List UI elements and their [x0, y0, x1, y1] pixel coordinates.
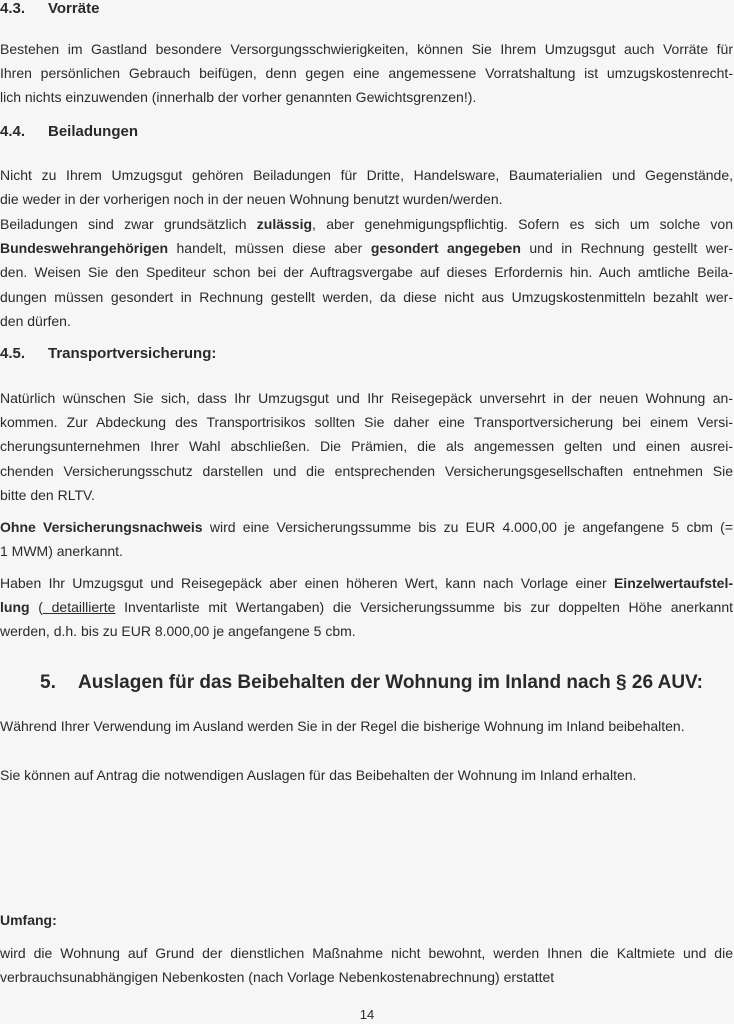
text-line: kommen. Zur Abdeckung des Transportrisikos sollten Sie daher eine Transportversicherung bei einem Versi-: [0, 414, 733, 431]
bold-text: Bundeswehrangehörigen: [0, 240, 169, 257]
section-heading-4-3: [0, 0, 99, 18]
bold-text: gesondert angegeben: [370, 240, 521, 257]
paragraph-hoeherer-wert: [0, 571, 733, 644]
text-line: die weder in der vorherigen noch in der neuen Wohnung benutzt wurden/werden.: [0, 191, 503, 208]
chapter-title: Auslagen für das Beibehalten der Wohnung im Inland nach § 26 AUV:: [78, 672, 703, 693]
section-number: 4.4.: [0, 123, 26, 140]
paragraph-vorraete: [0, 37, 733, 110]
bold-text: lung: [0, 599, 30, 616]
bold-text: Einzelwertaufstel-: [613, 575, 733, 591]
text-line: dungen müssen gesondert in Rechnung gestellt werden, da diese nicht aus Umzugskostenmitteln bezahlt wer-: [0, 288, 733, 305]
section-title: Beiladungen: [48, 123, 139, 140]
text-run: handelt, müssen diese aber: [168, 240, 371, 257]
bold-text: zulässig: [256, 216, 313, 232]
text-line: [0, 236, 733, 260]
chapter-heading-5: [40, 671, 703, 695]
text-line: cherungsunternehmen Ihrer Wahl abschließen. Die Prämien, die als angemessen gelten und einen ausrei-: [0, 438, 733, 455]
paragraph-umfang: [0, 941, 733, 989]
text-line: bitte den RLTV.: [0, 486, 95, 503]
section-number: 4.3.: [0, 0, 26, 17]
text-line: 1 MWM) anerkannt.: [0, 543, 123, 560]
text-line: verbrauchsunabhängigen Nebenkosten (nach Vorlage Nebenkostenabrechnung) erstattet: [0, 969, 555, 986]
text-line: chenden Versicherungsschutz darstellen und die entsprechenden Versicherungsgesellschaften entnehmen Sie: [0, 462, 733, 479]
paragraph-beiladung-2: [0, 212, 733, 333]
text-line: Während Ihrer Verwendung im Ausland werden Sie in der Regel die bisherige Wohnung im Inland beibehalten.: [0, 718, 685, 734]
paragraph-beiladung-1: [0, 163, 733, 211]
page-number: 14: [359, 1007, 375, 1022]
paragraph-antrag: [0, 763, 733, 787]
subheading: Umfang:: [0, 912, 57, 928]
text-line: Nicht zu Ihrem Umzugsgut gehören Beiladungen für Dritte, Handelsware, Baumaterialien und Gegenstände,: [0, 167, 733, 183]
text-line: den. Weisen Sie den Spediteur schon bei der Auftragsvergabe auf dieses Erfordernis hin. Auch amtliche Beila-: [0, 264, 733, 281]
chapter-number: 5.: [40, 672, 56, 693]
paragraph-waehrend: [0, 714, 733, 738]
text-run: Haben Ihr Umzugsgut und Reisegepäck aber einen höheren Wert, kann nach Vorlage einer: [0, 575, 614, 591]
text-line: [0, 515, 733, 539]
text-line: Ihren persönlichen Gebrauch beifügen, denn gegen eine angemessene Vorratshaltung ist umzugskostenrecht-: [0, 65, 733, 82]
paragraph-ohne-nachweis: [0, 515, 733, 563]
text-run: wird eine Versicherungssumme bis zu EUR 4.000,00 je angefangene 5 cbm (=: [202, 519, 734, 535]
text-line: Natürlich wünschen Sie sich, dass Ihr Umzugsgut und Ihr Reisegepäck unversehrt in der neuen Wohnung an-: [0, 390, 733, 406]
section-title: Transportversicherung:: [48, 345, 217, 362]
text-run: , aber genehmigungspflichtig. Sofern es sich um solche von: [312, 216, 734, 232]
section-heading-4-4: [0, 123, 138, 141]
text-line: [0, 212, 733, 236]
section-number: 4.5.: [0, 345, 26, 362]
text-line: [0, 595, 733, 619]
text-line: Bestehen im Gastland besondere Versorgungsschwierigkeiten, können Sie Ihrem Umzugsgut auch Vorräte für: [0, 41, 733, 57]
text-run: (: [29, 599, 43, 616]
underlined-text: detaillierte: [42, 599, 116, 616]
paragraph-transport: [0, 386, 733, 507]
text-line: lich nichts einzuwenden (innerhalb der vorher genannten Gewichtsgrenzen!).: [0, 89, 477, 106]
text-run: und in Rechnung gestellt wer-: [520, 240, 734, 257]
text-line: werden, d.h. bis zu EUR 8.000,00 je angefangene 5 cbm.: [0, 623, 356, 640]
text-line: [0, 571, 733, 595]
section-heading-4-5: [0, 345, 216, 363]
section-title: Vorräte: [48, 0, 100, 17]
text-line: Sie können auf Antrag die notwendigen Auslagen für das Beibehalten der Wohnung im Inland erhalten.: [0, 767, 637, 783]
text-run: Beiladungen sind zwar grundsätzlich: [0, 216, 257, 232]
text-line: den dürfen.: [0, 312, 71, 329]
text-run: Inventarliste mit Wertangaben) die Versicherungssumme bis zur doppelten Höhe anerkannt: [115, 599, 734, 616]
text-line: wird die Wohnung auf Grund der dienstlichen Maßnahme nicht bewohnt, werden Ihnen die Kaltmiete und die: [0, 945, 733, 961]
bold-text: Ohne Versicherungsnachweis: [0, 519, 203, 535]
umfang-heading: [0, 908, 733, 932]
